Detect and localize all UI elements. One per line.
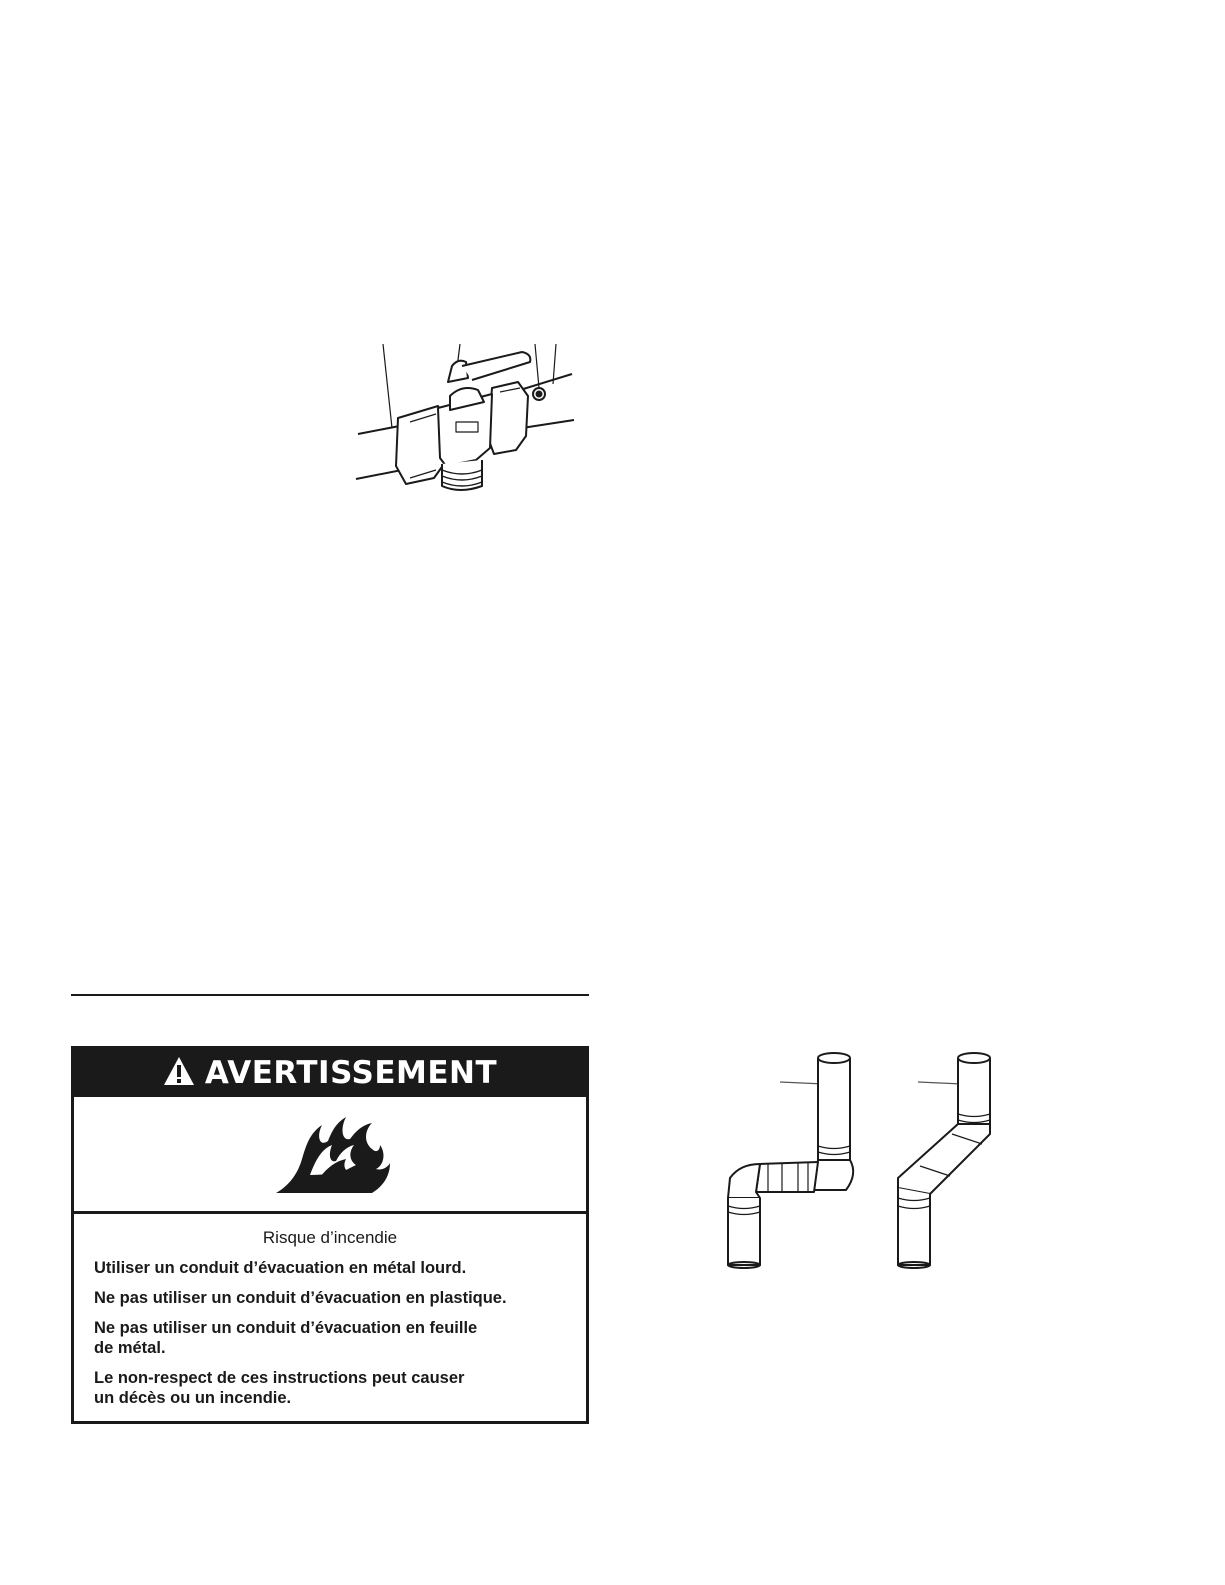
hazard-title: Risque d’incendie: [262, 1228, 398, 1247]
gas-valve-illustration: [350, 338, 585, 503]
vent-duct-right: [898, 1053, 990, 1268]
warning-text-area: [74, 1216, 586, 1408]
warning-line-heavy-metal-vent: Utiliser un conduit d’évacuation en métal lourd.: [94, 1259, 467, 1277]
warning-title: AVERTISSEMENT: [204, 1055, 498, 1091]
vent-duct-illustration: [720, 1050, 1010, 1275]
warning-line-no-foil-vent: Ne pas utiliser un conduit d’évacuation en feuille de métal.: [94, 1319, 478, 1357]
callout-line-plug: [535, 344, 539, 388]
warning-line-no-plastic-vent: Ne pas utiliser un conduit d’évacuation en plastique.: [94, 1289, 507, 1307]
fire-icon: [276, 1115, 390, 1200]
hazard-symbol-area: [74, 1097, 586, 1214]
callout-line-pipe: [383, 344, 392, 428]
warning-triangle-icon: [163, 1056, 195, 1091]
warning-box: [71, 1046, 589, 1424]
warning-line-consequence: Le non-respect de ces instructions peut causer un décès ou un incendie.: [94, 1369, 465, 1407]
callout-line-pipe-right: [553, 344, 556, 384]
vent-duct-left: [728, 1053, 853, 1268]
warning-header: [74, 1049, 586, 1097]
section-divider: [71, 994, 589, 996]
